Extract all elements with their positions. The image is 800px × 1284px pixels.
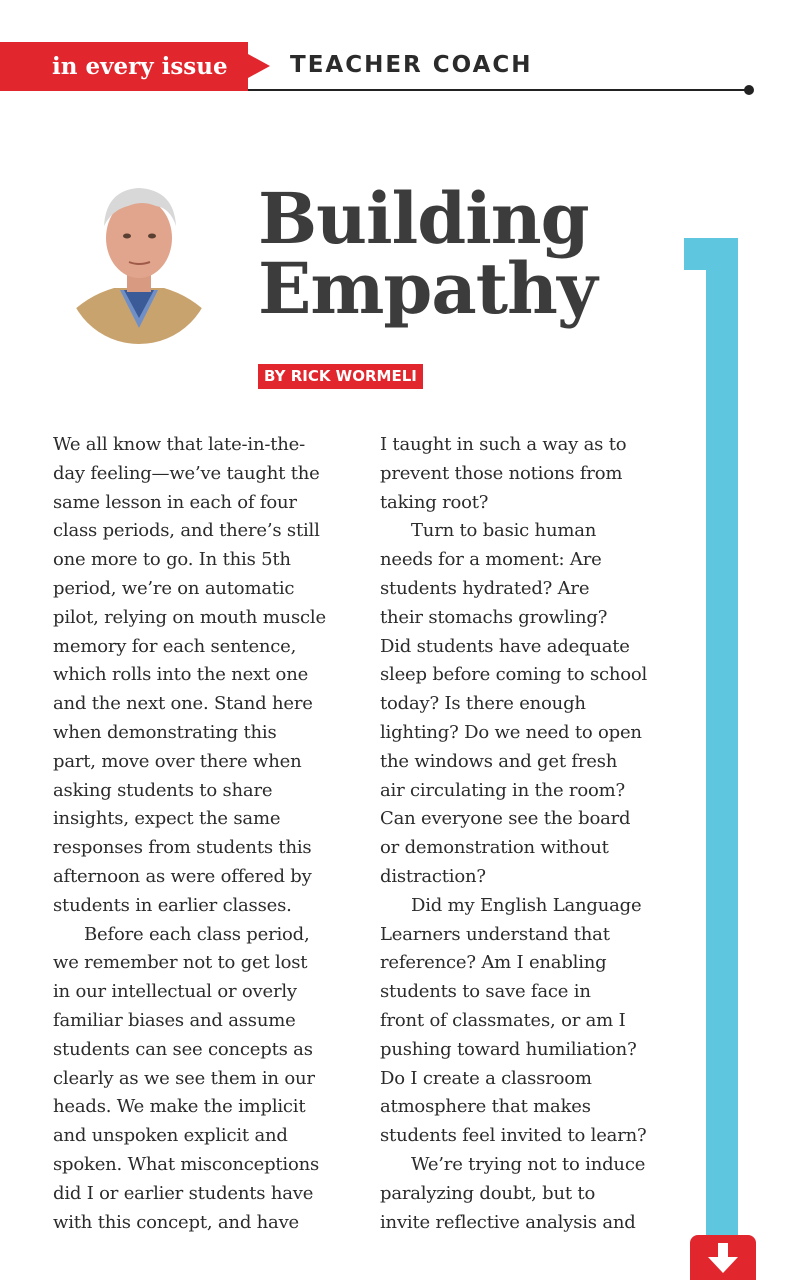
- line: atmosphere that makes: [380, 1096, 591, 1118]
- paragraph: [380, 431, 675, 517]
- line: one more to go. In this 5th: [53, 549, 291, 571]
- line: and the next one. Stand here: [53, 693, 313, 715]
- line: pilot, relying on mouth muscle: [53, 606, 326, 628]
- header-rule: [248, 89, 748, 91]
- line: We’re trying not to induce: [411, 1153, 646, 1175]
- line: students feel invited to learn?: [380, 1125, 647, 1147]
- line: taking root?: [380, 491, 489, 513]
- decorative-bar: [706, 238, 738, 1280]
- line: Do I create a classroom: [380, 1067, 592, 1089]
- line: part, move over there when: [53, 750, 302, 772]
- body-column-1: [53, 431, 353, 1237]
- line: their stomachs growling?: [380, 606, 608, 628]
- line: class periods, and there’s still: [53, 520, 320, 542]
- line: students in earlier classes.: [53, 894, 292, 916]
- line: Can everyone see the board: [380, 808, 631, 830]
- line: when demonstrating this: [53, 721, 277, 743]
- line: students can see concepts as: [53, 1038, 313, 1060]
- line: insights, expect the same: [53, 808, 281, 830]
- line: I taught in such a way as to: [380, 434, 627, 455]
- line: sleep before coming to school: [380, 664, 648, 686]
- line: Did students have adequate: [380, 635, 630, 657]
- title-line-1: Building: [258, 177, 589, 260]
- line: asking students to share: [53, 779, 273, 801]
- line: distraction?: [380, 865, 486, 887]
- line: clearly as we see them in our: [53, 1067, 315, 1089]
- line: invite reflective analysis and: [380, 1211, 636, 1233]
- line: period, we’re on automatic: [53, 577, 295, 599]
- paragraph: [380, 1151, 675, 1237]
- section-title: TEACHER COACH: [290, 52, 533, 78]
- next-page-button[interactable]: [690, 1235, 756, 1280]
- section-tag: [0, 42, 248, 91]
- line: Before each class period,: [84, 923, 310, 945]
- tag-arrow-icon: [248, 54, 270, 78]
- author-photo: [66, 178, 212, 344]
- line: Turn to basic human: [411, 520, 597, 542]
- rule-dot: [744, 85, 754, 95]
- line: memory for each sentence,: [53, 635, 297, 657]
- line: same lesson in each of four: [53, 491, 297, 513]
- line: prevent those notions from: [380, 462, 623, 484]
- article-title: [258, 177, 597, 330]
- line: pushing toward humiliation?: [380, 1038, 637, 1060]
- line: We all know that late-in-the-: [53, 434, 306, 455]
- paragraph: [380, 892, 675, 1151]
- arrow-down-icon: [690, 1235, 756, 1280]
- line: spoken. What misconceptions: [53, 1153, 320, 1175]
- line: today? Is there enough: [380, 693, 586, 715]
- line: needs for a moment: Are: [380, 549, 602, 571]
- line: day feeling—we’ve taught the: [53, 462, 320, 484]
- author-portrait: [66, 178, 212, 344]
- line: in our intellectual or overly: [53, 981, 297, 1003]
- line: lighting? Do we need to open: [380, 721, 642, 743]
- paragraph: [380, 517, 675, 891]
- line: students to save face in: [380, 981, 591, 1003]
- line: and unspoken explicit and: [53, 1125, 288, 1147]
- line: which rolls into the next one: [53, 664, 309, 686]
- paragraph: [53, 431, 353, 921]
- line: front of classmates, or am I: [380, 1009, 626, 1031]
- line: with this concept, and have: [53, 1211, 300, 1233]
- section-tag-label: in every issue: [52, 53, 228, 80]
- line: Did my English Language: [411, 894, 642, 916]
- line: heads. We make the implicit: [53, 1096, 306, 1118]
- line: responses from students this: [53, 837, 312, 859]
- line: Learners understand that: [380, 923, 610, 945]
- line: or demonstration without: [380, 837, 609, 859]
- title-line-2: Empathy: [258, 247, 597, 330]
- line: air circulating in the room?: [380, 779, 625, 801]
- paragraph: [53, 921, 353, 1238]
- author-byline: BY RICK WORMELI: [258, 364, 423, 389]
- line: students hydrated? Are: [380, 577, 590, 599]
- body-column-2: [380, 431, 675, 1237]
- line: reference? Am I enabling: [380, 952, 607, 974]
- line: did I or earlier students have: [53, 1182, 314, 1204]
- line: we remember not to get lost: [53, 952, 308, 974]
- line: paralyzing doubt, but to: [380, 1182, 596, 1204]
- line: the windows and get fresh: [380, 750, 618, 772]
- line: afternoon as were offered by: [53, 865, 312, 887]
- line: familiar biases and assume: [53, 1009, 296, 1031]
